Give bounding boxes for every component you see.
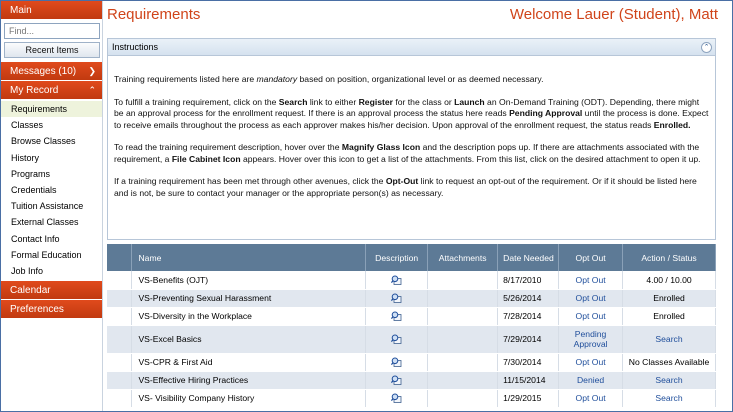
row-date-needed: 11/15/2014	[498, 371, 559, 389]
row-opt-out[interactable]	[559, 271, 623, 289]
header-date-needed[interactable]: Date Needed	[498, 244, 559, 271]
sidebar-item-formal-education[interactable]: Formal Education	[11, 249, 82, 260]
instructions-header[interactable]	[108, 39, 715, 56]
chevron-up-icon: ⌃	[88, 85, 96, 95]
row-opt-out[interactable]	[559, 353, 623, 371]
nav-calendar-header[interactable]	[1, 281, 102, 300]
row-opt-out[interactable]	[559, 389, 623, 407]
table-row	[107, 325, 716, 353]
chevron-down-icon: ❯	[88, 66, 96, 76]
row-opt-out	[559, 371, 623, 389]
nav-my-record-label: My Record	[10, 85, 59, 96]
action-status: Enrolled	[653, 293, 685, 303]
sidebar-item-credentials[interactable]: Credentials	[11, 184, 57, 195]
row-attachments	[428, 289, 498, 307]
magnify-glass-icon[interactable]	[391, 393, 402, 403]
instructions-paragraph-3: To read the training requirement description, hover over the Magnify Glass Icon and the description pops up. If there are attachments associated with the requirement, a File Cabinet Icon appears. Hover over this icon to get a list of the attachments. From this list, click on the desired attachment to open it up.	[114, 142, 701, 164]
header-name[interactable]: Name	[132, 244, 366, 271]
row-action-status[interactable]	[623, 371, 716, 389]
row-opt-out[interactable]	[559, 289, 623, 307]
magnify-glass-icon[interactable]	[391, 293, 402, 303]
sidebar-item-history[interactable]: History	[11, 152, 40, 163]
sidebar-item-job-info[interactable]: Job Info	[11, 265, 44, 276]
row-spacer	[107, 289, 132, 307]
row-name: VS- Visibility Company History	[132, 389, 366, 407]
row-action-status[interactable]	[623, 389, 716, 407]
instructions-paragraph-2: To fulfill a training requirement, click on the Search link to either Register for the class or Launch an On-Demand Training (ODT). Depending, there might be an approval process for the enrollment request. If there is an approval process the status here reads Pending Approval until the process is done. Expect to receive emails throughout the process as each approver makes his/her decision. Upon approval of the enrollment request, the status reads Enrolled.	[114, 96, 709, 130]
table-row	[107, 371, 716, 389]
row-attachments	[428, 371, 498, 389]
nav-main-label: Main	[10, 5, 32, 16]
header-attachments: Attachments	[428, 244, 498, 271]
action-status: Enrolled	[653, 311, 685, 321]
search-link[interactable]: Search	[655, 334, 683, 344]
requirements-table	[107, 244, 716, 408]
nav-main-header[interactable]	[1, 1, 102, 20]
opt-out-link[interactable]: Opt Out	[575, 293, 606, 303]
instructions-panel	[107, 38, 716, 240]
sidebar	[1, 1, 103, 411]
instructions-heading: Instructions	[112, 42, 159, 52]
welcome-text: Welcome Lauer (Student), Matt	[509, 6, 718, 23]
row-name: VS-Excel Basics	[132, 325, 366, 353]
row-name: VS-Benefits (OJT)	[132, 271, 366, 289]
table-row	[107, 389, 716, 407]
row-attachments	[428, 325, 498, 353]
collapse-icon[interactable]: ⌃	[701, 42, 712, 53]
row-name: VS-Effective Hiring Practices	[132, 371, 366, 389]
row-date-needed: 7/28/2014	[498, 307, 559, 325]
row-spacer	[107, 353, 132, 371]
nav-calendar-label: Calendar	[10, 285, 51, 297]
action-status: 4.00 / 10.00	[646, 274, 692, 285]
row-name: VS-Diversity in the Workplace	[132, 307, 366, 325]
row-spacer	[107, 307, 132, 325]
row-date-needed: 1/29/2015	[498, 389, 559, 407]
row-action-status	[623, 353, 716, 371]
row-opt-out	[559, 325, 623, 353]
table-header-row	[107, 244, 716, 271]
opt-out-link[interactable]: Opt Out	[575, 274, 606, 285]
row-action-status	[623, 271, 716, 289]
nav-preferences-header[interactable]	[1, 300, 102, 319]
row-description	[366, 325, 428, 353]
row-date-needed: 8/17/2010	[498, 271, 559, 289]
search-link[interactable]: Search	[655, 375, 683, 385]
action-status: No Classes Available	[628, 357, 710, 367]
sidebar-item-programs[interactable]: Programs	[11, 168, 51, 179]
header-action-status: Action / Status	[623, 244, 716, 271]
row-description	[366, 289, 428, 307]
row-opt-out[interactable]	[559, 307, 623, 325]
instructions-paragraph-4: If a training requirement has been met through other avenues, click the Opt-Out link to request an opt-out of the requirement. Or if it should be listed here and is not, be sure to contact your manager or the appropriate person(s) as necessary.	[114, 176, 697, 198]
row-description	[366, 353, 428, 371]
sidebar-item-external-classes[interactable]: External Classes	[11, 217, 79, 228]
opt-out-link[interactable]: Opt Out	[575, 311, 606, 321]
nav-preferences-label: Preferences	[10, 304, 64, 316]
row-date-needed: 5/26/2014	[498, 289, 559, 307]
sidebar-item-browse-classes[interactable]: Browse Classes	[11, 136, 76, 147]
page-title: Requirements	[107, 6, 201, 23]
row-action-status	[623, 289, 716, 307]
row-description	[366, 389, 428, 407]
opt-out-status: Denied	[576, 375, 605, 385]
sidebar-item-classes[interactable]: Classes	[11, 120, 44, 131]
row-description	[366, 371, 428, 389]
header-spacer	[107, 244, 132, 271]
magnify-glass-icon[interactable]	[391, 311, 402, 321]
row-description	[366, 271, 428, 289]
row-name: VS-Preventing Sexual Harassment	[132, 289, 366, 307]
row-spacer	[107, 325, 132, 353]
opt-out-link[interactable]: Opt Out	[575, 393, 606, 403]
nav-messages-label: Messages (10)	[10, 66, 77, 77]
row-spacer	[107, 371, 132, 389]
find-input[interactable]	[4, 23, 100, 39]
header-opt-out: Opt Out	[559, 244, 623, 271]
magnify-glass-icon[interactable]	[391, 357, 402, 367]
instructions-body	[108, 74, 715, 199]
sidebar-item-requirements[interactable]: Requirements	[1, 101, 102, 117]
table-row	[107, 353, 716, 371]
row-action-status[interactable]	[623, 325, 716, 353]
header-description: Description	[366, 244, 428, 271]
table-row	[107, 307, 716, 325]
row-date-needed: 7/30/2014	[498, 353, 559, 371]
row-name: VS-CPR & First Aid	[132, 353, 366, 371]
instructions-paragraph-1: Training requirements listed here are mandatory based on position, organizational level or as deemed necessary.	[114, 74, 544, 84]
row-attachments	[428, 307, 498, 325]
search-link[interactable]: Search	[655, 393, 683, 403]
my-record-list	[1, 100, 102, 281]
recent-items-button[interactable]: Recent Items	[4, 42, 100, 58]
opt-out-status: Pending Approval	[573, 329, 608, 349]
row-description	[366, 307, 428, 325]
opt-out-link[interactable]: Opt Out	[575, 357, 606, 367]
row-action-status	[623, 307, 716, 325]
row-spacer	[107, 271, 132, 289]
table-row	[107, 289, 716, 307]
magnify-glass-icon[interactable]	[391, 375, 402, 385]
row-attachments	[428, 271, 498, 289]
sidebar-item-contact-info[interactable]: Contact Info	[11, 233, 60, 244]
magnify-glass-icon[interactable]	[391, 334, 402, 344]
row-spacer	[107, 389, 132, 407]
table-row	[107, 271, 716, 289]
magnify-glass-icon[interactable]	[391, 275, 402, 285]
row-attachments	[428, 389, 498, 407]
row-date-needed: 7/29/2014	[498, 325, 559, 353]
nav-messages-header[interactable]	[1, 62, 102, 81]
nav-my-record-header[interactable]	[1, 81, 102, 100]
row-attachments	[428, 353, 498, 371]
sidebar-item-tuition-assistance[interactable]: Tuition Assistance	[11, 201, 84, 212]
